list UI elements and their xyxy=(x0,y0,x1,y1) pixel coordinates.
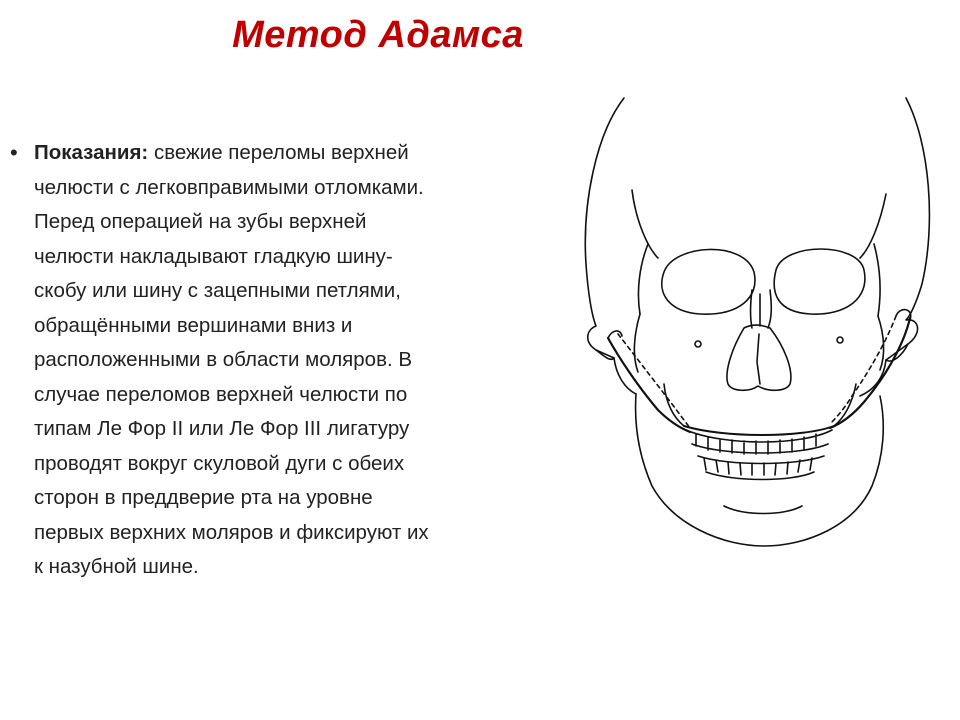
bullet-item xyxy=(34,136,534,585)
lower-dental-arch xyxy=(706,472,814,480)
nasal-bone-left xyxy=(751,290,753,328)
upper-teeth xyxy=(686,430,832,454)
bullet-dot-icon: • xyxy=(10,140,18,165)
bullet-line: расположенными в области моляров. В xyxy=(34,348,413,371)
cranium-outline-right xyxy=(886,98,929,360)
wire-ligature-right-solid xyxy=(830,318,910,428)
bullet-line: к назубной шине. xyxy=(34,555,199,578)
chin-line xyxy=(724,506,802,514)
bullet-line: обращёнными вершинами вниз и xyxy=(34,313,353,337)
wire-ligature-left-dashed xyxy=(618,334,690,428)
wire-ligature-left-solid xyxy=(608,338,690,432)
bullet-line: челюсти накладывают гладкую шину- xyxy=(34,244,393,268)
wire-ligature-right-loop xyxy=(896,310,911,320)
nasal-septum xyxy=(757,334,760,384)
bullet-line: свежие переломы верхней xyxy=(148,141,409,164)
skull-with-wire-ligature-illustration xyxy=(574,94,954,554)
bullet-line: первых верхних моляров и фиксируют их xyxy=(34,520,429,544)
bullet-line: сторон в преддверие рта на уровне xyxy=(34,486,373,509)
upper-splint xyxy=(684,426,834,435)
bullet-lead: Показания: xyxy=(34,141,149,164)
mandible-outline xyxy=(636,394,884,546)
bullet-line: скобу или шину с зацепными петлями, xyxy=(34,279,401,302)
temporal-line-left xyxy=(632,190,658,258)
frontal-process-left xyxy=(638,244,648,314)
infraorbital-foramen-right xyxy=(837,337,843,343)
zygoma-right xyxy=(878,316,884,370)
temporal-line-right xyxy=(860,194,886,258)
frontal-process-right xyxy=(874,244,880,316)
cranium-outline-left xyxy=(585,98,624,358)
slide-title: Метод Адамса xyxy=(232,14,524,56)
right-orbit xyxy=(774,249,865,314)
bullet-line: случае переломов верхней челюсти по xyxy=(34,382,408,406)
infraorbital-foramen-left xyxy=(695,341,701,347)
left-orbit xyxy=(662,249,755,314)
bullet-line: типам Ле Фор II или Ле Фор III лигатуру xyxy=(34,417,410,440)
nasal-bone-right xyxy=(768,290,771,328)
zygoma-left xyxy=(634,314,640,372)
maxilla-wall-left xyxy=(664,384,684,426)
bullet-line: челюсти с легковправимыми отломками. xyxy=(34,175,424,199)
upper-teeth-edge xyxy=(692,444,828,453)
bullet-line: проводят вокруг скуловой дуги с обеих xyxy=(34,451,405,475)
bullet-line: Перед операцией на зубы верхней xyxy=(34,210,367,233)
